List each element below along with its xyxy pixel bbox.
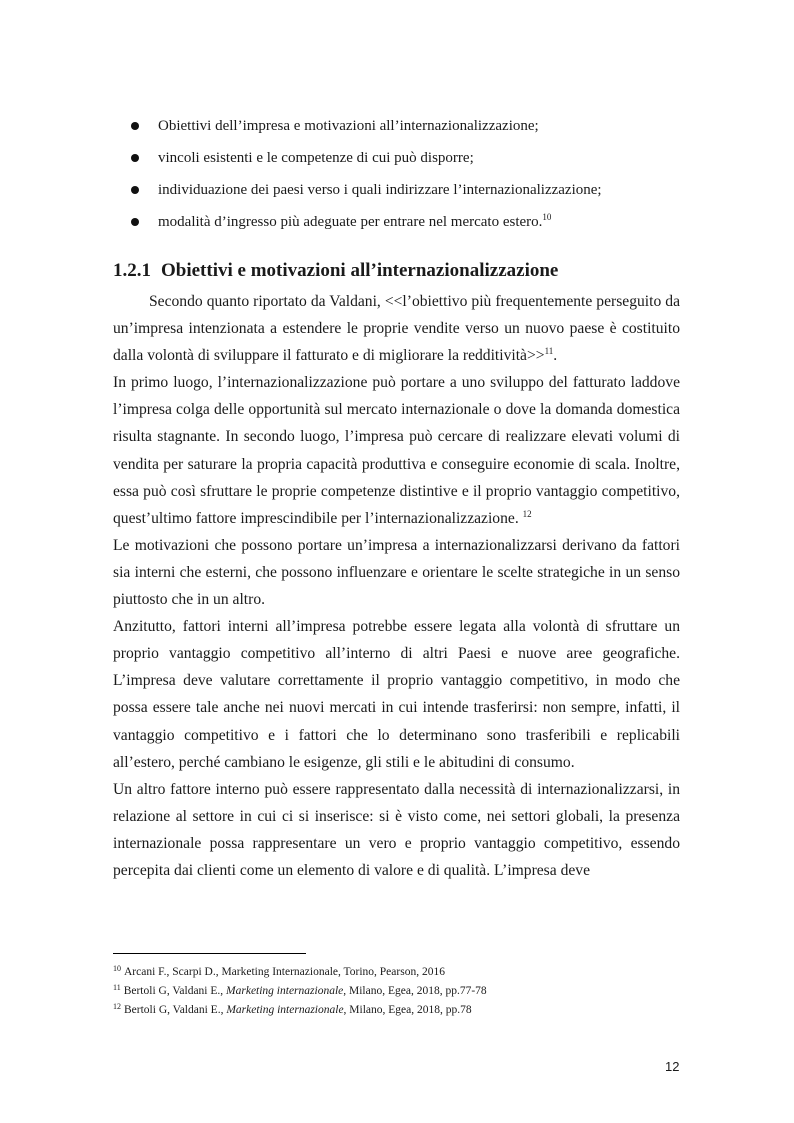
list-item-text: modalità d’ingresso più adeguate per entrare nel mercato estero.	[158, 214, 543, 230]
footnote-separator	[113, 953, 306, 954]
body-text	[113, 288, 680, 884]
footnote-10	[113, 961, 680, 980]
paragraph-2-text: In primo luogo, l’internazionalizzazione può portare a uno sviluppo del fatturato laddove l’impresa colga delle opportunità sul mercato internazionale o dove la domanda domestica risulta stagnante. In secondo luogo, l’impresa può cercare di realizzare elevati volumi di vendita per saturare la propria capacità produttiva e conseguire economie di scala. Inoltre, essa può così sfruttare le proprie competenze distintive e il proprio vantaggio competitivo, quest’ultimo fattore imprescindibile per l’internazionalizzazione.	[113, 374, 680, 527]
footnote-title: Marketing internazionale	[226, 1004, 344, 1016]
footnote-text-pre: Bertoli G, Valdani E.,	[123, 985, 227, 997]
section-title: Obiettivi e motivazioni all’internazionalizzazione	[161, 260, 559, 281]
footnote-text-pre: Bertoli G, Valdani E.,	[124, 1004, 227, 1016]
list-item-text: Obiettivi dell’impresa e motivazioni all’internazionalizzazione;	[158, 118, 539, 134]
footnote-ref-11[interactable]: 11	[544, 346, 554, 357]
paragraph-3: Le motivazioni che possono portare un’impresa a internazionalizzarsi derivano da fattori sia interni che esterni, che possono influenzare e orientare le scelte strategiche in un senso piuttosto che in un altro.	[113, 536, 680, 609]
footnote-title: Marketing internazionale	[226, 985, 344, 997]
paragraph-2	[113, 369, 680, 532]
footnote-12	[113, 999, 680, 1018]
bullet-dot-icon	[131, 218, 139, 226]
footnotes	[113, 961, 680, 1018]
footnote-number: 12	[113, 1002, 121, 1011]
footnote-text-post: , Milano, Egea, 2018, pp.77-78	[343, 985, 487, 997]
bullet-dot-icon	[131, 122, 139, 130]
paragraph-1-tail: .	[553, 347, 558, 365]
list-item	[128, 212, 688, 232]
footnote-number: 10	[113, 964, 121, 973]
list-item	[128, 116, 688, 136]
footnote-text: Arcani F., Scarpi D., Marketing Internazionale, Torino, Pearson, 2016	[124, 966, 445, 978]
bullet-dot-icon	[131, 154, 139, 162]
list-item-text: individuazione dei paesi verso i quali indirizzare l’internazionalizzazione;	[158, 182, 602, 198]
footnote-ref-10[interactable]: 10	[542, 212, 552, 222]
section-number: 1.2.1	[113, 260, 151, 281]
paragraph-1-text: Secondo quanto riportato da Valdani, <<l’obiettivo più frequentemente perseguito da un’impresa intenzionata a estendere le proprie vendite verso un nuovo paese è costituito dalla volontà di sviluppare il fatturato e di migliorare la redditività>>	[113, 293, 680, 365]
section-heading	[113, 258, 558, 284]
page-number: 12	[665, 1059, 680, 1074]
footnote-11	[113, 980, 680, 999]
paragraph-5: Un altro fattore interno può essere rappresentato dalla necessità di internazionalizzarsi, in relazione al settore in cui ci si inserisce: si è visto come, nei settori globali, la presenza internazionale possa rappresentare un vero e proprio vantaggio competitivo, essendo percepita dai clienti come un elemento di valore e di qualità. L’impresa deve	[113, 780, 680, 879]
list-item	[128, 180, 688, 200]
bullet-list	[128, 116, 688, 244]
footnote-number: 11	[113, 983, 121, 992]
paragraph-4: Anzitutto, fattori interni all’impresa potrebbe essere legata alla volontà di sfruttare un proprio vantaggio competitivo all’interno di altri Paesi e nuove aree geografiche. L’impresa deve valutare correttamente il proprio vantaggio competitivo, in modo che possa essere tale anche nei nuovi mercati in cui intende trasferirsi: non sempre, infatti, il vantaggio competitivo e i fattori che lo determinano sono trasferibili e replicabili all’estero, perché cambiano le esigenze, gli stili e le abitudini di consumo.	[113, 618, 680, 771]
bullet-dot-icon	[131, 186, 139, 194]
list-item-text: vincoli esistenti e le competenze di cui può disporre;	[158, 150, 474, 166]
paragraph-1	[113, 288, 680, 369]
list-item	[128, 148, 688, 168]
footnote-text-post: , Milano, Egea, 2018, pp.78	[343, 1004, 472, 1016]
footnote-ref-12[interactable]: 12	[522, 508, 532, 519]
